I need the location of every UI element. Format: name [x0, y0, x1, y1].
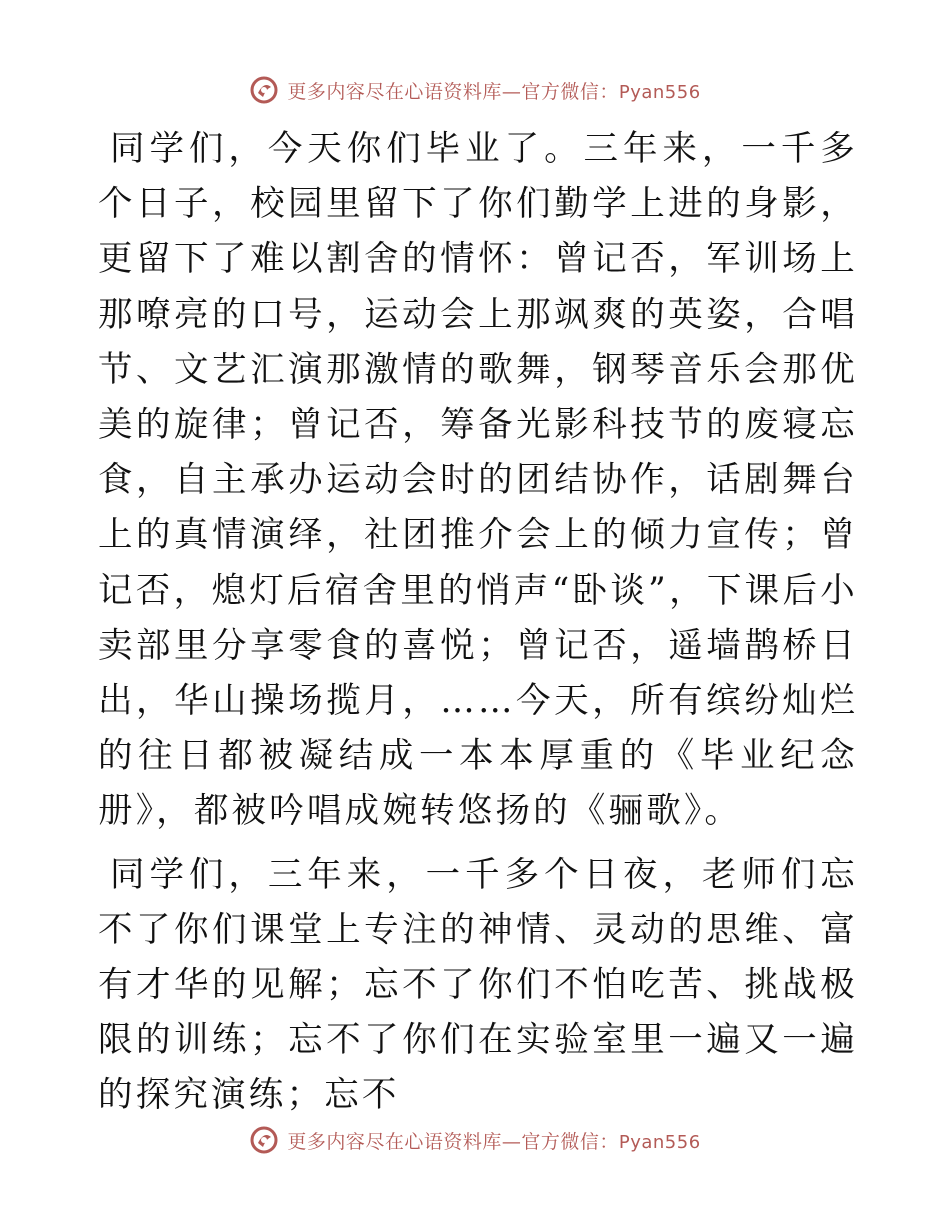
- header-watermark: [0, 70, 950, 110]
- paragraph-2: 同学们，三年来，一千多个日夜，老师们忘不了你们课堂上专注的神情、灵动的思维、富有才华的见解；忘不了你们不怕吃苦、挑战极限的训练；忘不了你们在实验室里一遍又一遍的探究演练；忘不: [98, 854, 858, 1116]
- paragraph-1: 同学们，今天你们毕业了。三年来，一千多个日子，校园里留下了你们勤学上进的身影，更留下了难以割舍的情怀：曾记否，军训场上那嘹亮的口号，运动会上那飒爽的英姿，合唱节、文艺汇演那激情的歌舞，钢琴音乐会那优美的旋律；曾记否，筹备光影科技节的废寝忘食，自主承办运动会时的团结协作，话剧舞台上的真情演绎，社团推介会上的倾力宣传；曾记否，熄灯后宿舍里的悄声“卧谈”，下课后小卖部里分享零食的喜悦；曾记否，遥墙鹊桥日出，华山操场揽月，……今天，所有缤纷灿烂的往日都被凝结成一本本厚重的《毕业纪念册》，都被吟唱成婉转悠扬的《骊歌》。: [98, 129, 858, 832]
- watermark-text: 更多内容尽在心语资料库—官方微信：Pyan556: [287, 1130, 701, 1153]
- watermark-text: 更多内容尽在心语资料库—官方微信：Pyan556: [287, 80, 701, 103]
- footer-watermark: [0, 1120, 950, 1160]
- logo-icon: [249, 75, 279, 105]
- document-body: [98, 122, 858, 1124]
- logo-icon: [249, 1125, 279, 1155]
